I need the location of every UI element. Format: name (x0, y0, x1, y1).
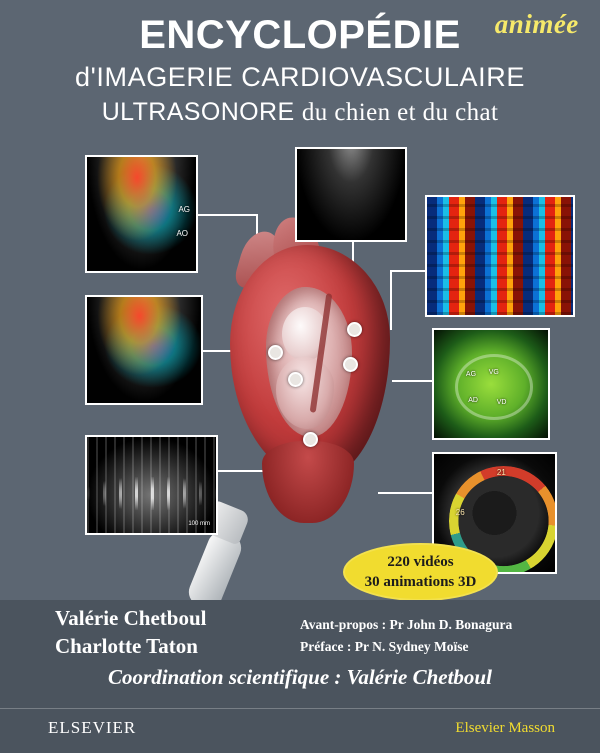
credits-block (300, 614, 512, 657)
color-doppler-short-axis-image (87, 297, 201, 403)
cover-artwork (0, 140, 600, 600)
b-mode-image (297, 149, 405, 240)
m-mode-image (87, 437, 216, 533)
callout-dot-4 (303, 432, 318, 447)
thumb5-label-vg: VG (488, 368, 499, 376)
callout-dot-5 (268, 345, 283, 360)
imprint-label: Elsevier Masson (455, 720, 555, 736)
title-line3-b: du chien et du chat (301, 99, 499, 126)
preface-credit: Préface : Pr N. Sydney Moïse (300, 638, 469, 654)
m-mode-wave (87, 477, 216, 510)
author-1: Valérie Chetboul (55, 606, 207, 630)
title-line3-a: ULTRASONORE (101, 98, 302, 126)
title-block (0, 9, 600, 127)
authors-block (55, 604, 206, 661)
author-band (0, 600, 600, 753)
thumbnail-m-mode[interactable] (85, 435, 218, 535)
badge-line-1: 220 vidéos (387, 553, 454, 570)
callout-dot-3 (343, 357, 358, 372)
title-animated-tag: animée (494, 9, 579, 39)
video-count-badge (343, 543, 498, 601)
thumb5-label-vd: VD (496, 399, 507, 407)
callout-dot-2 (347, 322, 362, 337)
volume-render-image (434, 330, 548, 438)
thumb6-scale-label: 100 mm (188, 521, 210, 527)
thumbnail-tissue-doppler[interactable] (425, 195, 575, 317)
thumb7-value-2: 26 (455, 508, 465, 518)
tissue-doppler-image (427, 197, 573, 315)
thumb7-value-1: 21 (496, 468, 506, 478)
volume-render-ring (455, 354, 534, 420)
title-line1: ENCYCLOPÉDIE (139, 13, 461, 57)
thumb1-label-ao: AO (176, 229, 188, 238)
badge-line-2: 30 animations 3D (364, 574, 477, 590)
heart-apex-shape (262, 441, 354, 523)
thumbnail-color-doppler-short-axis[interactable] (85, 295, 203, 405)
title-main-line (139, 9, 579, 57)
connector-line-1 (198, 214, 258, 216)
thumb5-label-ad: AD (468, 396, 478, 404)
title-line3 (0, 98, 600, 127)
publisher-logo: ELSEVIER (48, 718, 137, 737)
color-doppler-image (87, 157, 196, 271)
heart-illustration (222, 245, 398, 545)
foreword-credit: Avant-propos : Pr John D. Bonagura (300, 617, 513, 632)
thumbnail-3d-volume-render[interactable] (432, 328, 550, 440)
scientific-coordination: Coordination scientifique : Valérie Chetboul (108, 665, 492, 689)
callout-dot-1 (288, 372, 303, 387)
band-divider (0, 708, 600, 709)
author-2: Charlotte Taton (55, 634, 198, 659)
connector-line-5 (392, 380, 434, 382)
thumb1-label-ag: AG (178, 205, 190, 214)
thumbnail-color-doppler-apical[interactable] (85, 155, 198, 273)
thumbnail-b-mode-long-axis[interactable] (295, 147, 407, 242)
title-line2: d'IMAGERIE CARDIOVASCULAIRE (75, 62, 525, 92)
thumb5-label-ag: AG (465, 371, 477, 379)
